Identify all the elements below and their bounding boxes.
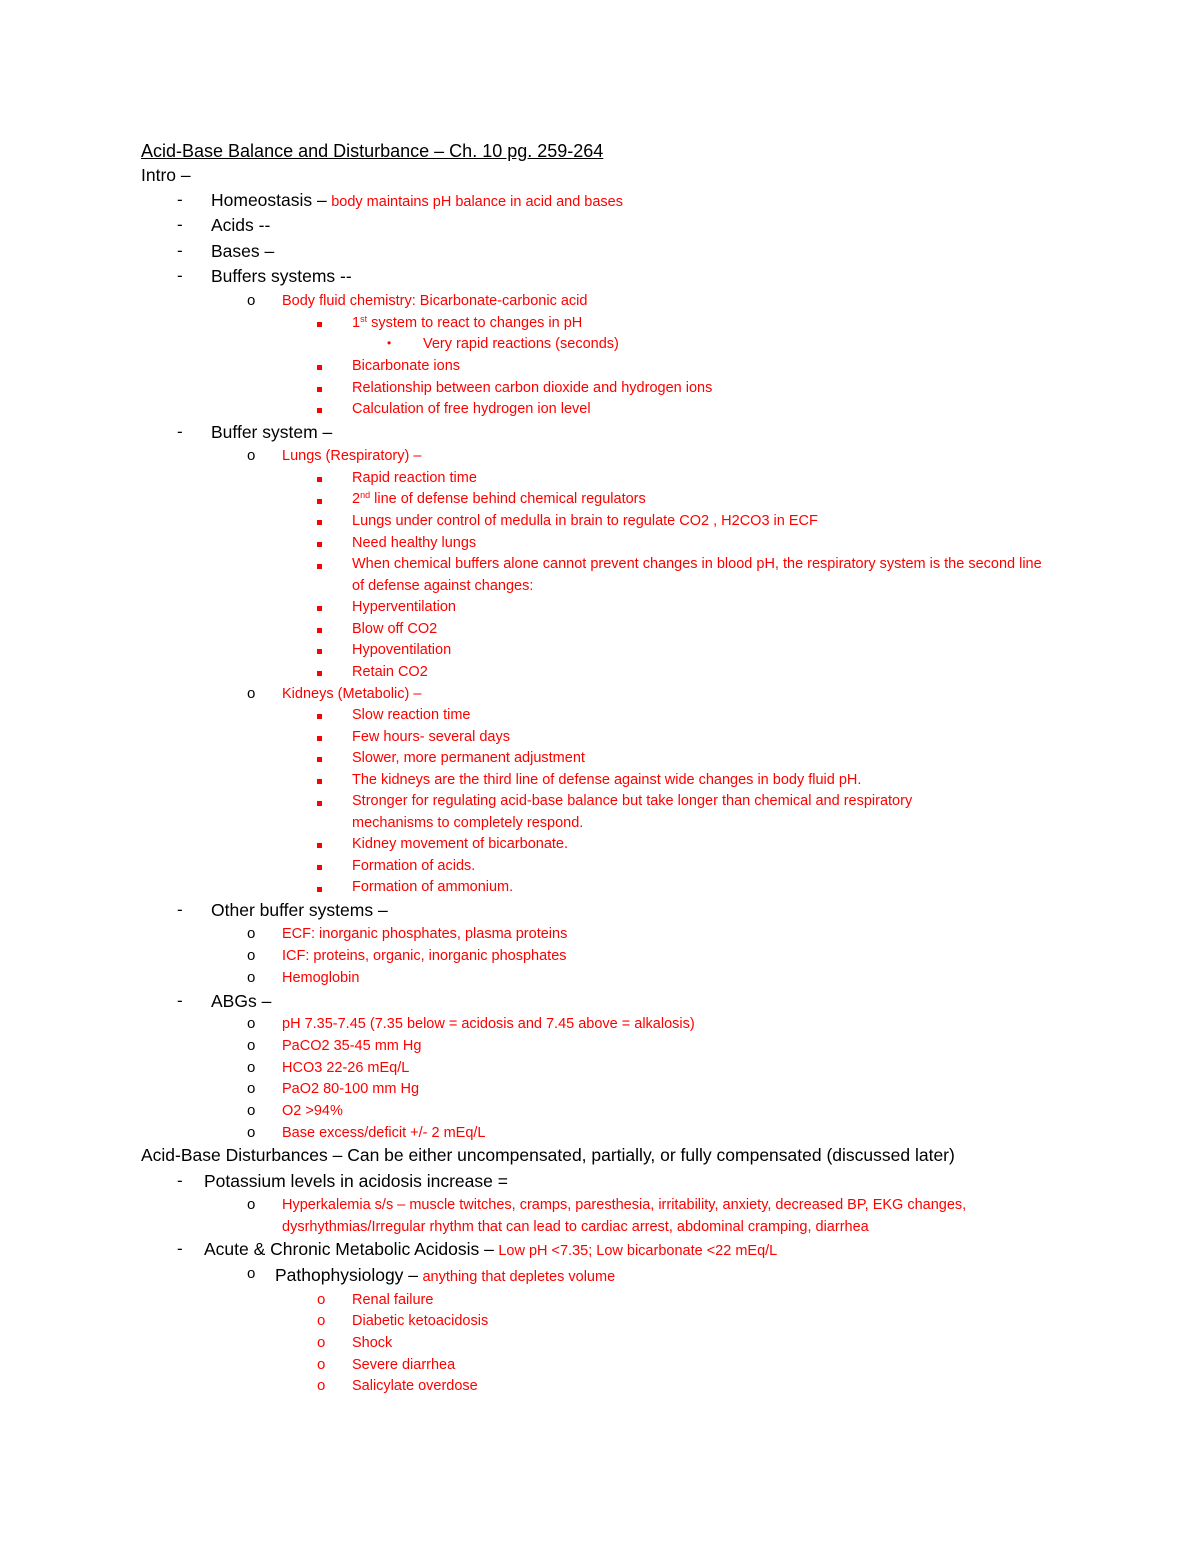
slower-item: Slower, more permanent adjustment bbox=[352, 750, 585, 766]
dash-marker: - bbox=[177, 241, 183, 260]
square-bullet-icon bbox=[317, 843, 322, 848]
circle-marker: o bbox=[247, 1080, 256, 1097]
formation-ammonium-item: Formation of ammonium. bbox=[352, 879, 514, 895]
acids-item: Acids -- bbox=[211, 215, 271, 235]
when-chemical-item: When chemical buffers alone cannot prevent changes in blood pH, the respiratory system is the second line of defense against changes: bbox=[352, 556, 1042, 594]
abg-item: HCO3 22-26 mEq/L bbox=[282, 1060, 410, 1076]
square-bullet-icon bbox=[317, 606, 322, 611]
square-bullet-icon bbox=[317, 801, 322, 806]
circle-marker: o bbox=[247, 292, 256, 309]
buffers-systems-item: Buffers systems -- bbox=[211, 266, 352, 286]
few-hours-item: Few hours- several days bbox=[352, 729, 510, 745]
circle-marker: o bbox=[247, 447, 256, 464]
bases-item: Bases – bbox=[211, 241, 275, 261]
lungs-item: Lungs (Respiratory) – bbox=[282, 448, 422, 464]
potassium-item: Potassium levels in acidosis increase = bbox=[204, 1171, 508, 1191]
dash-marker: - bbox=[177, 266, 183, 285]
circle-marker: o bbox=[317, 1334, 326, 1351]
formation-acids-item: Formation of acids. bbox=[352, 858, 476, 874]
circle-marker: o bbox=[247, 947, 256, 964]
dash-marker: - bbox=[177, 190, 183, 209]
pathophysiology-label: Pathophysiology – bbox=[275, 1265, 419, 1285]
square-bullet-icon bbox=[317, 671, 322, 676]
square-bullet-icon bbox=[317, 322, 322, 327]
retain-item: Retain CO2 bbox=[352, 664, 428, 680]
second-line-item: 2nd line of defense behind chemical regulators bbox=[352, 490, 646, 507]
hyperventilation-item: Hyperventilation bbox=[352, 599, 456, 615]
square-bullet-icon bbox=[317, 542, 322, 547]
cause-item: Shock bbox=[352, 1335, 393, 1351]
square-bullet-icon bbox=[317, 865, 322, 870]
bicarbonate-ions-item: Bicarbonate ions bbox=[352, 358, 461, 374]
kidneys-item: Kidneys (Metabolic) – bbox=[282, 686, 422, 702]
acute-chronic-note: Low pH <7.35; Low bicarbonate <22 mEq/L bbox=[498, 1243, 778, 1259]
square-bullet-icon bbox=[317, 628, 322, 633]
dash-marker: - bbox=[177, 1239, 183, 1258]
circle-marker: o bbox=[247, 1124, 256, 1141]
icf-item: ICF: proteins, organic, inorganic phosphates bbox=[282, 948, 567, 964]
healthy-lungs-item: Need healthy lungs bbox=[352, 535, 477, 551]
homeostasis-note: body maintains pH balance in acid and bases bbox=[331, 194, 624, 210]
circle-marker: o bbox=[317, 1377, 326, 1394]
other-buffer-item: Other buffer systems – bbox=[211, 900, 388, 920]
homeostasis-item bbox=[211, 190, 623, 213]
square-bullet-icon bbox=[317, 736, 322, 741]
circle-marker: o bbox=[317, 1312, 326, 1329]
circle-marker: o bbox=[247, 925, 256, 942]
square-bullet-icon bbox=[317, 757, 322, 762]
circle-marker: o bbox=[247, 1196, 256, 1213]
document-title: Acid-Base Balance and Disturbance – Ch. 10 pg. 259-264 bbox=[141, 141, 604, 161]
third-line-item: The kidneys are the third line of defense against wide changes in body fluid pH. bbox=[352, 772, 862, 788]
cause-item: Severe diarrhea bbox=[352, 1357, 456, 1373]
abgs-item: ABGs – bbox=[211, 991, 272, 1011]
stronger-item: Stronger for regulating acid-base balance but take longer than chemical and respiratory mechanisms to completely respond. bbox=[352, 793, 913, 831]
square-bullet-icon bbox=[317, 408, 322, 413]
circle-marker: o bbox=[247, 969, 256, 986]
circle-marker: o bbox=[247, 1015, 256, 1032]
abg-item: PaO2 80-100 mm Hg bbox=[282, 1081, 420, 1097]
intro-heading: Intro – bbox=[141, 165, 191, 185]
relationship-item: Relationship between carbon dioxide and hydrogen ions bbox=[352, 380, 713, 396]
acute-chronic-label: Acute & Chronic Metabolic Acidosis – bbox=[204, 1239, 494, 1259]
hypoventilation-item: Hypoventilation bbox=[352, 642, 452, 658]
buffer-system-item: Buffer system – bbox=[211, 422, 333, 442]
calculation-item: Calculation of free hydrogen ion level bbox=[352, 401, 591, 417]
dash-marker: - bbox=[177, 215, 183, 234]
circle-marker: o bbox=[247, 1037, 256, 1054]
homeostasis-label: Homeostasis – bbox=[211, 190, 327, 210]
square-bullet-icon bbox=[317, 387, 322, 392]
hyperkalemia-item: Hyperkalemia s/s – muscle twitches, cramps, paresthesia, irritability, anxiety, decreased BP, EKG changes, dysrhythmias/Irregular rhythm that can lead to cardiac arrest, abdominal cramping, diarrhea bbox=[282, 1197, 967, 1235]
kidney-movement-item: Kidney movement of bicarbonate. bbox=[352, 836, 569, 852]
dash-marker: - bbox=[177, 900, 183, 919]
square-bullet-icon bbox=[317, 649, 322, 654]
circle-marker: o bbox=[247, 1265, 256, 1282]
pathophysiology-item bbox=[275, 1265, 615, 1288]
square-bullet-icon bbox=[317, 365, 322, 370]
ecf-item: ECF: inorganic phosphates, plasma proteins bbox=[282, 926, 568, 942]
disturbances-heading: Acid-Base Disturbances – Can be either uncompensated, partially, or fully compensated (discussed later) bbox=[141, 1145, 955, 1165]
square-bullet-icon bbox=[317, 779, 322, 784]
body-fluid-item: Body fluid chemistry: Bicarbonate-carbonic acid bbox=[282, 293, 588, 309]
pathophysiology-note: anything that depletes volume bbox=[422, 1269, 616, 1285]
circle-marker: o bbox=[247, 685, 256, 702]
dash-marker: - bbox=[177, 1171, 183, 1190]
square-bullet-icon bbox=[317, 887, 322, 892]
circle-marker: o bbox=[317, 1291, 326, 1308]
dash-marker: - bbox=[177, 991, 183, 1010]
square-bullet-icon bbox=[317, 564, 322, 569]
square-bullet-icon bbox=[317, 499, 322, 504]
blow-off-item: Blow off CO2 bbox=[352, 621, 438, 637]
abg-item: O2 >94% bbox=[282, 1103, 343, 1119]
square-bullet-icon bbox=[317, 477, 322, 482]
dash-marker: - bbox=[177, 422, 183, 441]
square-bullet-icon bbox=[317, 714, 322, 719]
circle-marker: o bbox=[317, 1356, 326, 1373]
hemoglobin-item: Hemoglobin bbox=[282, 970, 360, 986]
circle-marker: o bbox=[247, 1059, 256, 1076]
square-bullet-icon bbox=[317, 520, 322, 525]
abg-item: pH 7.35-7.45 (7.35 below = acidosis and 7.45 above = alkalosis) bbox=[282, 1016, 695, 1032]
rapid-reaction-item: Rapid reaction time bbox=[352, 470, 477, 486]
round-bullet-icon: • bbox=[387, 336, 392, 350]
cause-item: Salicylate overdose bbox=[352, 1378, 478, 1394]
abg-item: PaCO2 35-45 mm Hg bbox=[282, 1038, 422, 1054]
acute-chronic-item bbox=[204, 1239, 777, 1262]
cause-item: Diabetic ketoacidosis bbox=[352, 1313, 489, 1329]
abg-item: Base excess/deficit +/- 2 mEq/L bbox=[282, 1125, 486, 1141]
slow-reaction-item: Slow reaction time bbox=[352, 707, 471, 723]
cause-item: Renal failure bbox=[352, 1292, 434, 1308]
first-system-item: 1st system to react to changes in pH bbox=[352, 314, 583, 331]
lungs-control-item: Lungs under control of medulla in brain to regulate CO2 , H2CO3 in ECF bbox=[352, 513, 818, 529]
very-rapid-item: Very rapid reactions (seconds) bbox=[423, 336, 619, 352]
circle-marker: o bbox=[247, 1102, 256, 1119]
